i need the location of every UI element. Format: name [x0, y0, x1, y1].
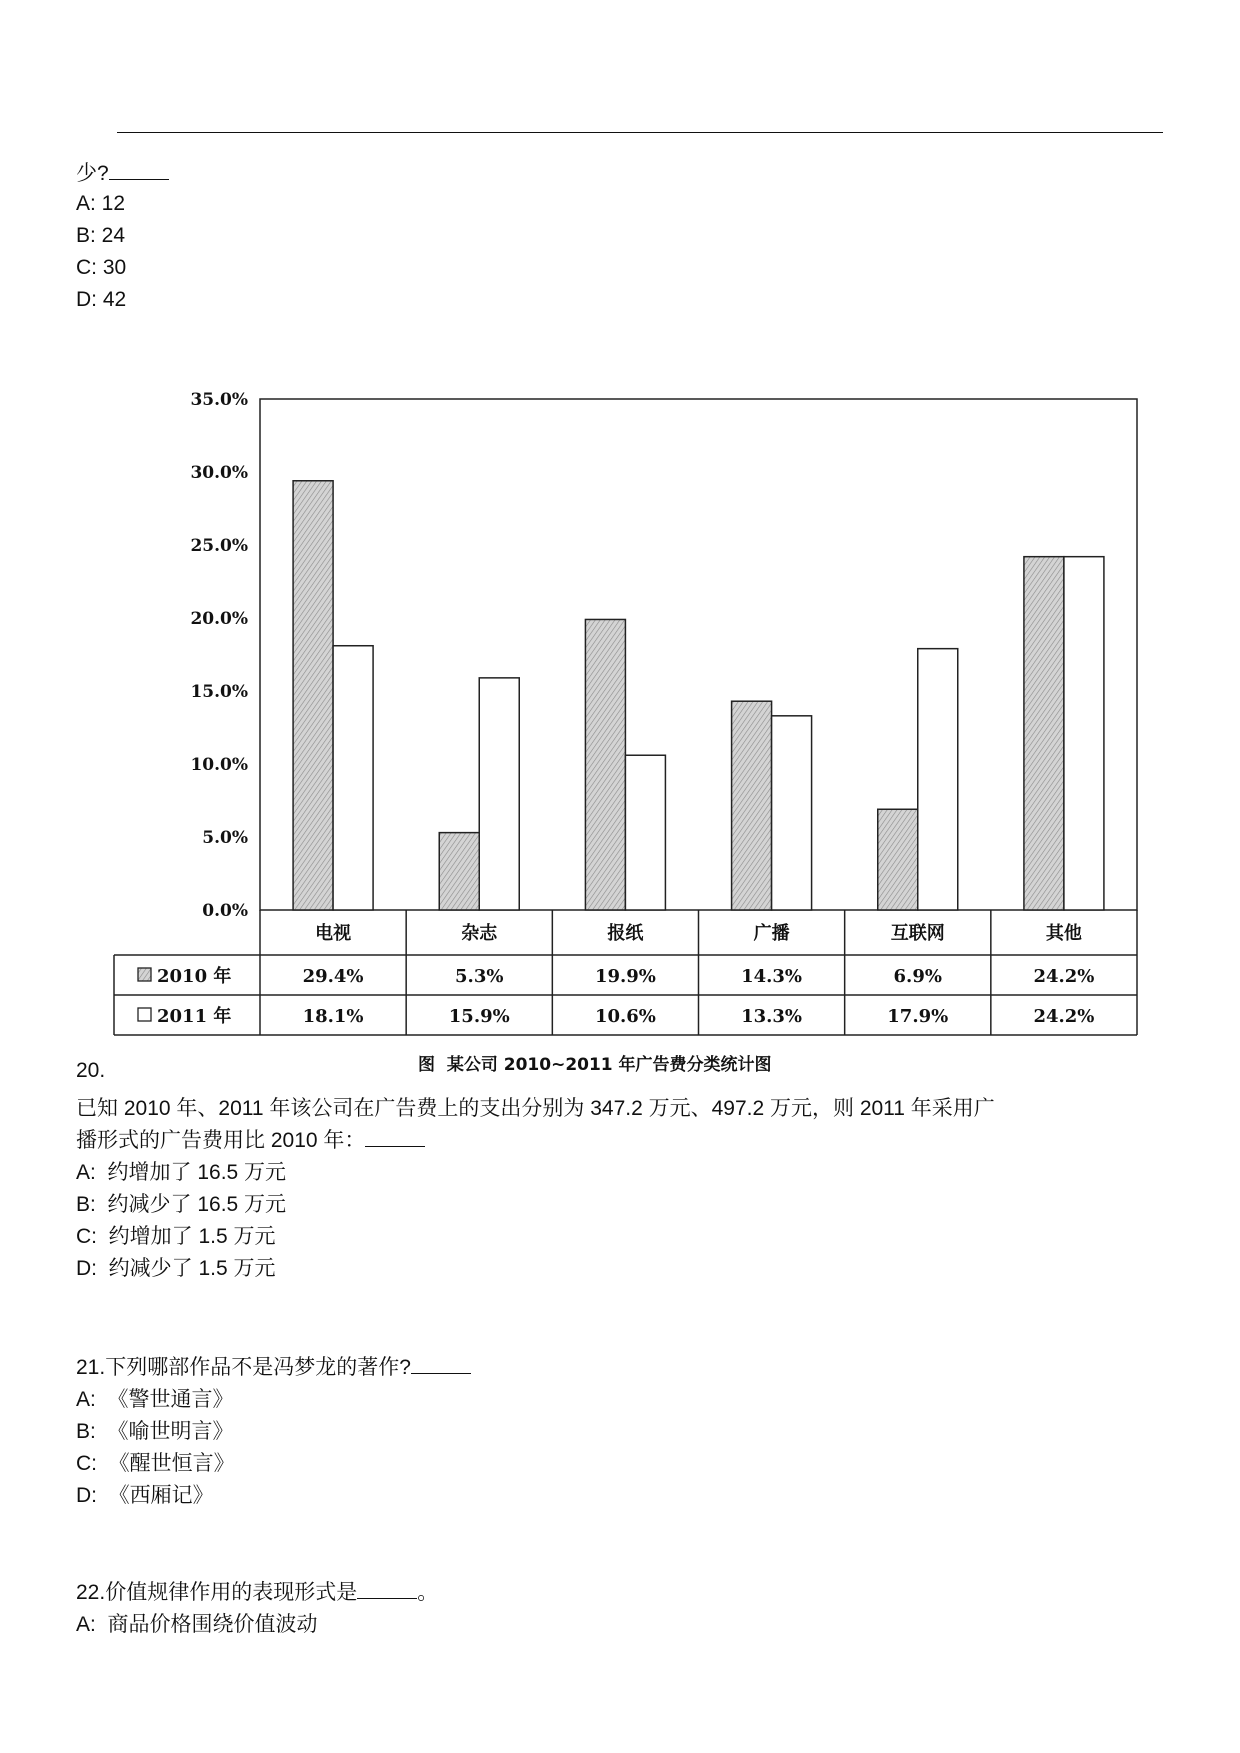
q19-option-b: B: 24 [76, 224, 126, 247]
data-label: 6.9% [893, 966, 942, 987]
data-label: 29.4% [302, 966, 364, 987]
plot-area [114, 390, 1137, 1035]
data-label: 24.2% [1033, 1006, 1095, 1027]
q21-option-d: D: 《西厢记》 [76, 1484, 214, 1507]
data-label: 14.3% [741, 966, 803, 987]
q21-option-a: A: 《警世通言》 [76, 1388, 234, 1411]
x-category-label: 互联网 [890, 923, 945, 944]
data-label: 13.3% [741, 1006, 803, 1027]
q21-option-b: B: 《喻世明言》 [76, 1420, 234, 1443]
bar-2010 [439, 833, 479, 910]
y-tick-label: 30.0% [190, 463, 248, 483]
q20-option-d: D: 约减少了 1.5 万元 [76, 1257, 276, 1280]
q19-option-d: D: 42 [76, 288, 127, 311]
q20-number: 20. [76, 1059, 106, 1082]
bar-2010 [585, 619, 625, 910]
bar-2011 [625, 755, 665, 910]
q19-option-c: C: 30 [76, 256, 127, 279]
q21-stem [76, 1352, 471, 1384]
header-rule [117, 132, 1163, 133]
q20-option-b: B: 约减少了 16.5 万元 [76, 1193, 287, 1216]
q19-option-a: A: 12 [76, 192, 126, 215]
bar-2011 [479, 678, 519, 910]
answer-blank [365, 1126, 425, 1147]
bar-2011 [772, 716, 812, 910]
x-category-label: 其他 [1045, 923, 1082, 944]
legend-label: 2010 年 [157, 966, 232, 987]
x-category-label: 电视 [315, 923, 352, 944]
data-label: 18.1% [302, 1006, 364, 1027]
y-tick-label: 25.0% [190, 536, 248, 556]
q22-option-a: A: 商品价格围绕价值波动 [76, 1613, 318, 1636]
data-label: 5.3% [455, 966, 504, 987]
x-category-label: 广播 [753, 923, 790, 944]
x-category-label: 杂志 [461, 923, 498, 944]
data-label: 15.9% [448, 1006, 510, 1027]
y-tick-label: 35.0% [190, 390, 248, 410]
y-tick-label: 15.0% [190, 682, 248, 702]
q20-option-c: C: 约增加了 1.5 万元 [76, 1225, 276, 1248]
legend-label: 2011 年 [157, 1006, 232, 1027]
y-tick-label: 5.0% [202, 828, 248, 848]
bar-2010 [732, 701, 772, 910]
bar-2011 [1064, 557, 1104, 910]
q19-stem-text: 少? [76, 162, 109, 185]
q20-stem-line2-text: 播形式的广告费用比 2010 年： [76, 1129, 366, 1152]
answer-blank [109, 159, 169, 180]
q21-option-c: C: 《醒世恒言》 [76, 1452, 235, 1475]
data-label: 19.9% [594, 966, 656, 987]
q20-stem-line1: 已知 2010 年、2011 年该公司在广告费上的支出分别为 347.2 万元、497.2 万元，则 2011 年采用广 [76, 1097, 995, 1120]
legend-swatch-2010 [138, 968, 151, 981]
y-tick-label: 20.0% [190, 609, 248, 629]
legend-swatch-2011 [138, 1008, 151, 1021]
answer-blank [411, 1353, 471, 1374]
y-tick-label: 10.0% [190, 755, 248, 775]
plot-frame [260, 399, 1137, 910]
q20-stem-line2 [76, 1125, 425, 1157]
data-label: 24.2% [1033, 966, 1095, 987]
q22-stem-text: 22.价值规律作用的表现形式是 [76, 1581, 358, 1604]
data-label: 10.6% [594, 1006, 656, 1027]
bar-2011 [333, 646, 373, 910]
q21-stem-text: 21.下列哪部作品不是冯梦龙的著作? [76, 1356, 411, 1379]
q22-stem-end: 。 [417, 1581, 439, 1604]
q22-stem [76, 1577, 438, 1609]
x-category-label: 报纸 [607, 923, 644, 944]
q19-stem [76, 158, 169, 190]
answer-blank [357, 1578, 417, 1599]
bar-2011 [918, 649, 958, 910]
bar-2010 [1024, 557, 1064, 910]
q20-option-a: A: 约增加了 16.5 万元 [76, 1161, 287, 1184]
data-label: 17.9% [887, 1006, 949, 1027]
y-tick-label: 0.0% [202, 901, 248, 921]
ad-expense-bar-chart [110, 385, 1150, 1045]
bar-2010 [293, 481, 333, 910]
bar-2010 [878, 809, 918, 910]
chart-caption: 图 某公司 2010~2011 年广告费分类统计图 [418, 1055, 772, 1075]
